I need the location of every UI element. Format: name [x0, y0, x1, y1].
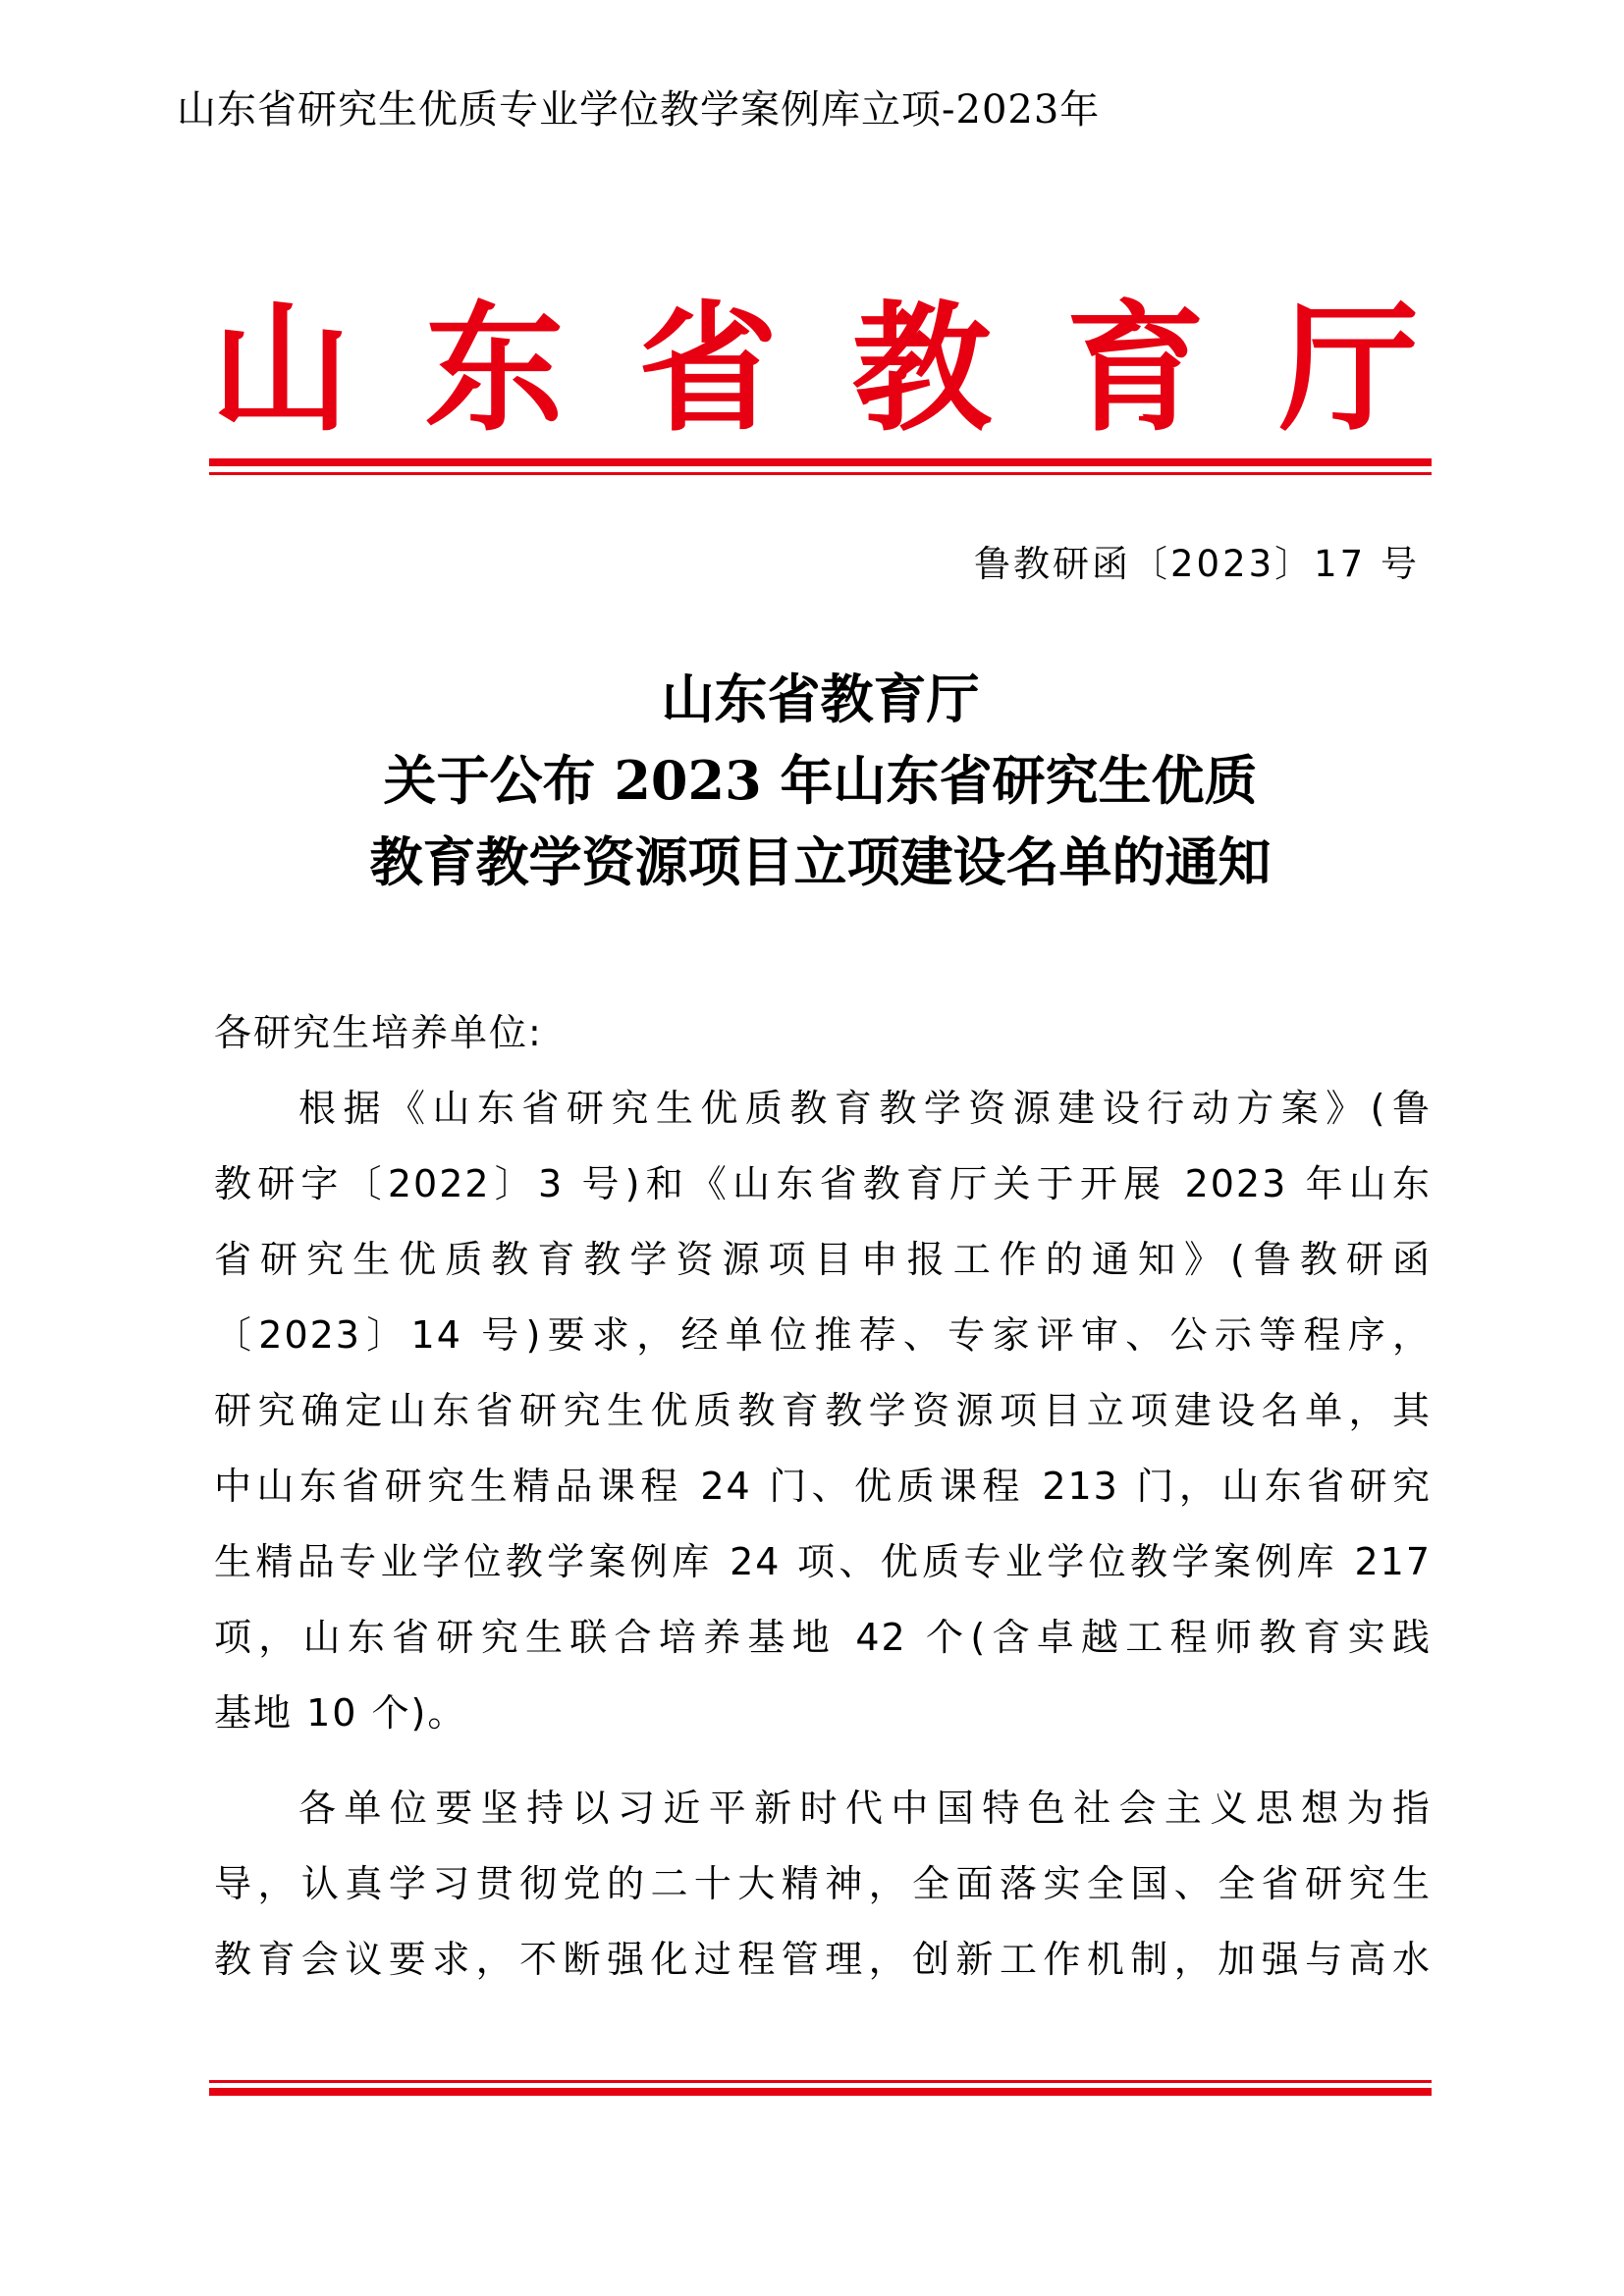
document-number: 鲁教研函〔2023〕17 号 — [973, 543, 1420, 585]
paragraph-line: 生精品专业学位教学案例库 24 项、优质专业学位教学案例库 217 — [214, 1540, 1432, 1583]
notice-body — [214, 1009, 1432, 2011]
masthead-char: 山 — [211, 288, 351, 451]
paragraph-line: 中山东省研究生精品课程 24 门、优质课程 213 门，山东省研究 — [214, 1465, 1432, 1508]
masthead-char: 教 — [851, 288, 992, 451]
masthead-char: 厅 — [1278, 288, 1419, 451]
title-line: 关于公布 2023 年山东省研究生优质 — [383, 749, 1258, 812]
masthead-char: 育 — [1065, 288, 1206, 451]
paragraph-line: 基地 10 个)。 — [214, 1691, 467, 1735]
title-line: 教育教学资源项目立项建设名单的通知 — [369, 830, 1272, 893]
footer-divider-thin — [209, 2080, 1432, 2083]
paragraph-line: 省研究生优质教育教学资源项目申报工作的通知》(鲁教研函 — [214, 1238, 1432, 1281]
paragraph-line: 研究确定山东省研究生优质教育教学资源项目立项建设名单，其 — [214, 1389, 1432, 1432]
masthead-char: 东 — [424, 288, 565, 451]
addressee: 各研究生培养单位: — [214, 1011, 543, 1054]
paragraph-line: 〔2023〕14 号)要求，经单位推荐、专家评审、公示等程序， — [214, 1313, 1432, 1357]
paragraph-line: 教育会议要求，不断强化过程管理，创新工作机制，加强与高水 — [214, 1938, 1432, 1981]
notice-title — [209, 667, 1432, 917]
paragraph-line: 教研字〔2022〕3 号)和《山东省教育厅关于开展 2023 年山东 — [214, 1162, 1432, 1205]
page-header-label: 山东省研究生优质专业学位教学案例库立项-2023年 — [177, 87, 1101, 133]
paragraph-line: 导，认真学习贯彻党的二十大精神，全面落实全国、全省研究生 — [214, 1862, 1432, 1905]
title-line: 山东省教育厅 — [661, 667, 980, 730]
paragraph-1 — [214, 1085, 1432, 1765]
paragraph-2 — [214, 1785, 1432, 2011]
masthead-divider-thin — [209, 472, 1432, 475]
paragraph-line: 各单位要坚持以习近平新时代中国特色社会主义思想为指 — [298, 1787, 1432, 1830]
masthead-title — [211, 288, 1419, 451]
masthead-char: 省 — [638, 288, 779, 451]
masthead-divider-thick — [209, 458, 1432, 466]
paragraph-line: 根据《山东省研究生优质教育教学资源建设行动方案》(鲁 — [298, 1087, 1432, 1130]
footer-divider-thick — [209, 2088, 1432, 2096]
paragraph-line: 项，山东省研究生联合培养基地 42 个(含卓越工程师教育实践 — [214, 1616, 1432, 1659]
